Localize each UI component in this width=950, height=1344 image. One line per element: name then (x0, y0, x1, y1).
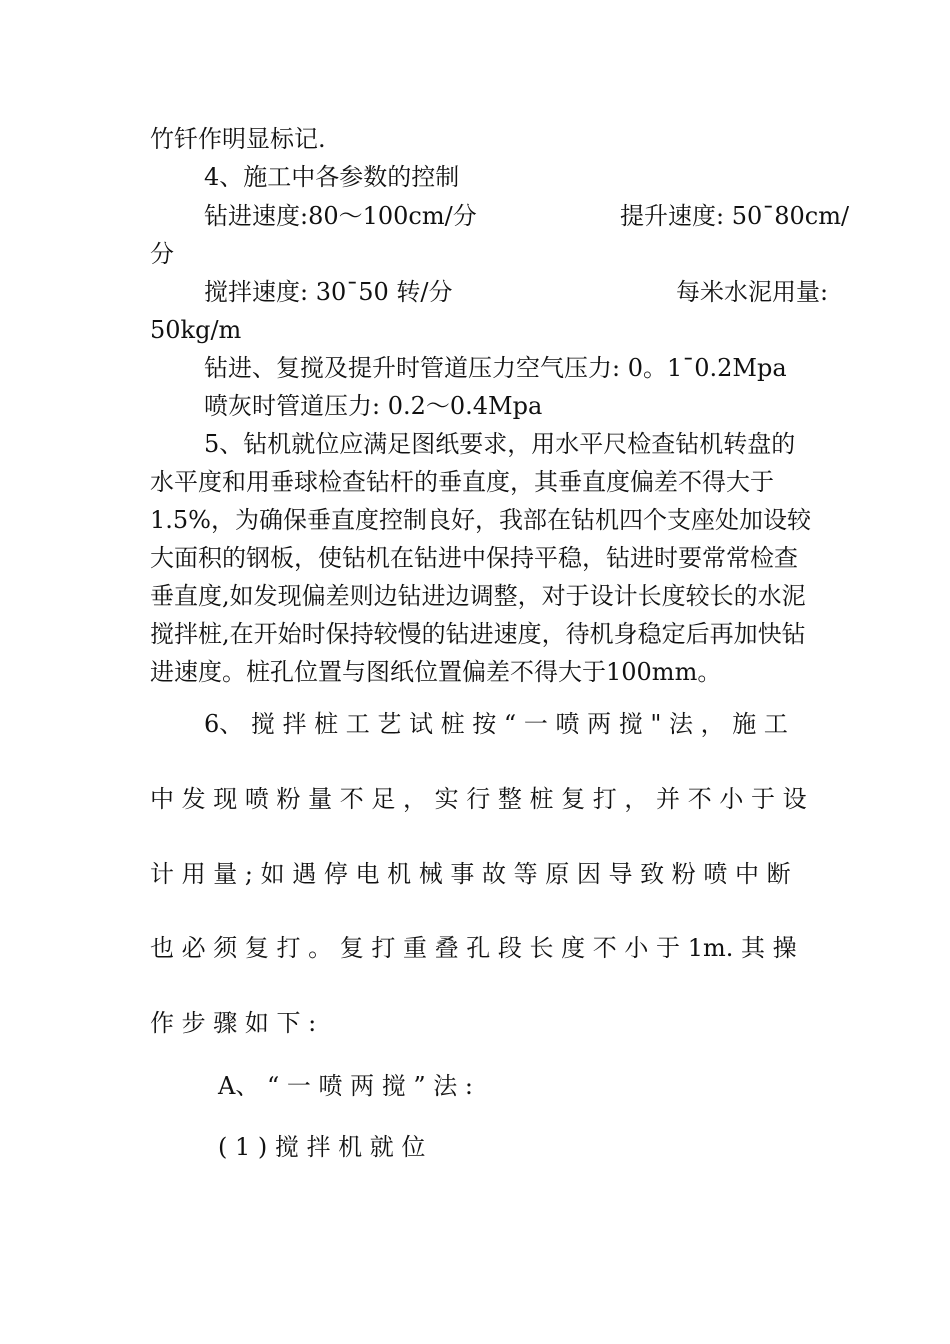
paragraph-line: 6、 搅 拌 桩 工 艺 试 桩 按 “ 一 喷 两 搅 " 法 ， 施 工 (204, 710, 788, 738)
subheading-a: A、 “ 一 喷 两 搅 ” 法 : (218, 1072, 473, 1100)
mix-speed: 搅拌速度: 30¯50 转/分 (204, 278, 453, 306)
step-1: ( 1 ) 搅 拌 机 就 位 (218, 1133, 426, 1161)
text-line: 竹钎作明显标记. (150, 125, 326, 153)
paragraph-line: 中 发 现 喷 粉 量 不 足 ， 实 行 整 桩 复 打 ， 并 不 小 于 设 (150, 785, 807, 813)
paragraph-line: 也 必 须 复 打 。 复 打 重 叠 孔 段 长 度 不 小 于 1m. 其 操 (150, 934, 797, 962)
section-heading: 4、施工中各参数的控制 (204, 163, 460, 191)
spray-pressure: 喷灰时管道压力: 0.2～0.4Mpa (204, 392, 543, 420)
text-line: 50kg/m (150, 316, 242, 344)
paragraph-line: 大面积的钢板，使钻机在钻进中保持平稳，钻进时要常常检查 (150, 544, 798, 572)
paragraph-line: 计 用 量 ; 如 遇 停 电 机 械 事 故 等 原 因 导 致 粉 喷 中 断 (150, 860, 791, 888)
paragraph-line: 作 步 骤 如 下 : (150, 1009, 317, 1037)
paragraph-line: 5、钻机就位应满足图纸要求，用水平尺检查钻机转盘的 (204, 430, 796, 458)
lift-speed: 提升速度: 50¯80cm/ (620, 202, 850, 230)
paragraph-line: 1.5%，为确保垂直度控制良好，我部在钻机四个支座处加设较 (150, 506, 811, 534)
drill-speed: 钻进速度:80～100cm/分 (204, 202, 477, 230)
paragraph-line: 搅拌桩,在开始时保持较慢的钻进速度，待机身稳定后再加快钻 (150, 620, 806, 648)
paragraph-line: 进速度。桩孔位置与图纸位置偏差不得大于100mm。 (150, 658, 722, 686)
text-line: 分 (150, 240, 174, 268)
paragraph-line: 垂直度,如发现偏差则边钻进边调整，对于设计长度较长的水泥 (150, 582, 806, 610)
cement-per-meter: 每米水泥用量: (676, 278, 829, 306)
paragraph-line: 水平度和用垂球检查钻杆的垂直度，其垂直度偏差不得大于 (150, 468, 774, 496)
pipe-pressure: 钻进、复搅及提升时管道压力空气压力: 0。1¯0.2Mpa (204, 354, 787, 382)
